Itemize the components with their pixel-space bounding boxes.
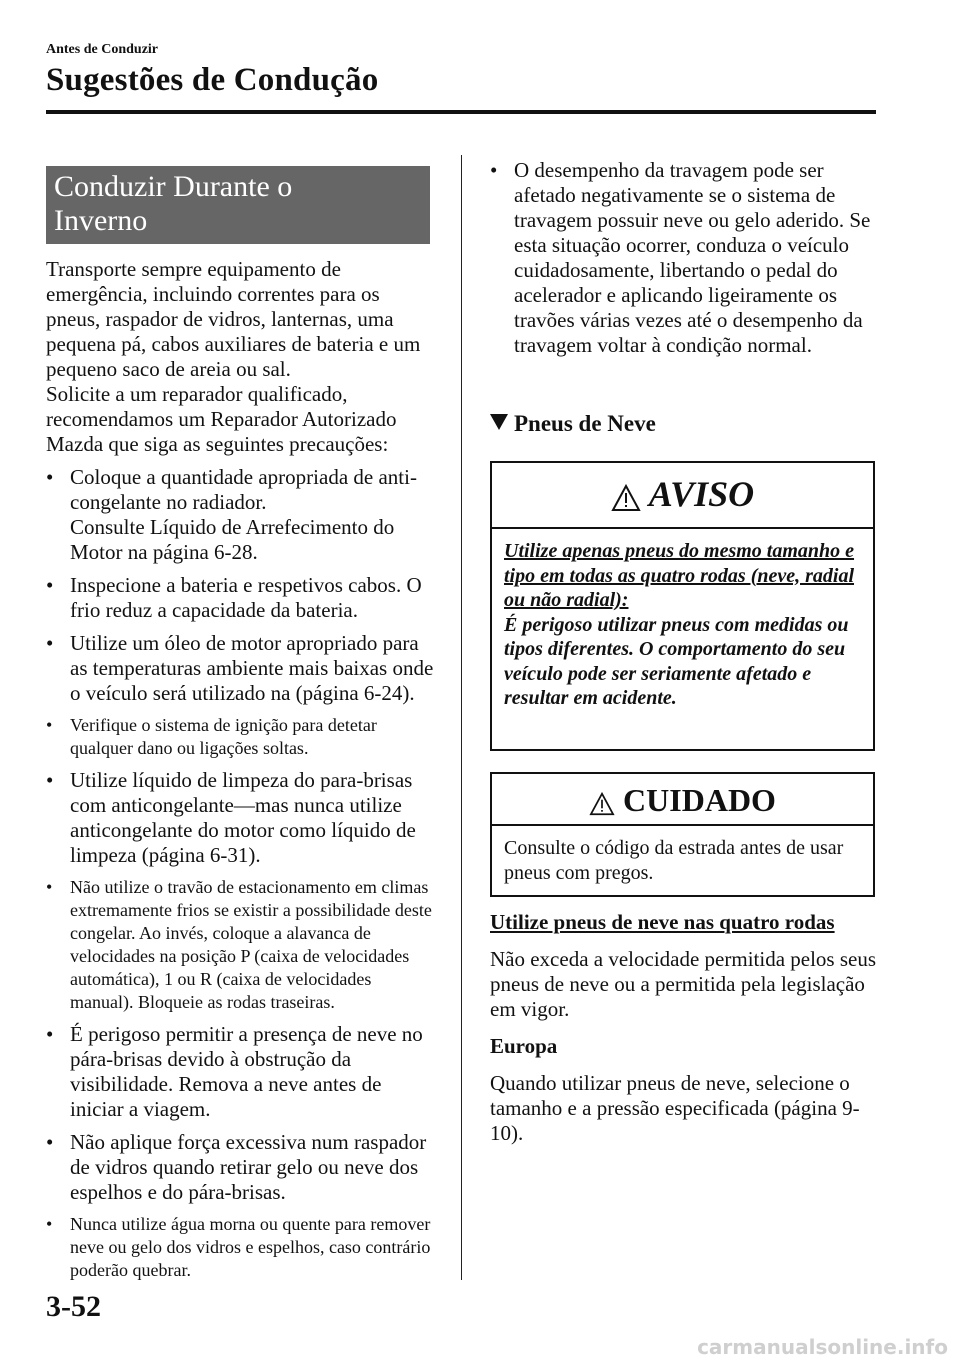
section-label: Antes de Conduzir [46,42,159,57]
list-item-text: Não utilize o travão de estacionamento em climas extremamente frios se existir a possibilidade deste congelar. Ao invés, coloque a alavanca de velocidades na posição P (caixa de velocidades automática), 1 ou R (caixa de velocidades manual). Bloqueie as rodas traseiras. [70,877,432,1012]
left-column [46,257,434,1290]
list-item [46,631,434,706]
caution-header [492,774,873,826]
list-item [46,876,434,1014]
page-number: 3-52 [46,1290,101,1323]
list-item-text: Não aplique força excessiva num raspador de vidros quando retirar gelo ou neve dos espelhos e do pára-brisas. [70,1130,427,1204]
snow-tires-section [490,910,880,1158]
list-item-text: O desempenho da travagem pode ser afetado negativamente se o sistema de travagem possuir neve ou gelo aderido. Se esta situação ocorrer, conduza o veículo cuidadosamente, libertando o pedal do acelerador e aplicando ligeiramente os travões várias vezes até o desempenho da travagem voltar à condição normal. [514,158,871,357]
section-banner [46,166,430,244]
banner-line-1: Conduzir Durante o [54,170,293,203]
page-title: Sugestões de Condução [46,62,379,98]
subheading [490,411,656,437]
right-column [490,158,880,366]
bullet-icon: • [46,1214,53,1234]
list-item [46,1130,434,1205]
braking-list [490,158,880,358]
bullet-icon: • [46,1022,54,1046]
header-divider [46,110,876,114]
bullet-icon: • [46,877,53,897]
list-item [46,465,434,565]
list-item-text: Utilize líquido de limpeza do para-brisas com anticongelante—mas nunca utilize anticongelante do motor como líquido de limpeza (página 6-31). [70,768,416,867]
list-item-text: Utilize um óleo de motor apropriado para as temperaturas ambiente mais baixas onde o veículo será utilizado na (página 6-24). [70,631,434,705]
list-item-text: É perigoso permitir a presença de neve no pára-brisas devido à obstrução da visibilidade. Remova a neve antes de iniciar a viagem. [70,1022,423,1121]
list-item [46,714,434,760]
caution-body: Consulte o código da estrada antes de usar pneus com pregos. [504,837,844,884]
bullet-icon: • [46,631,54,655]
warning-underlined-text: Utilize apenas pneus do mesmo tamanho e tipo em todas as quatro rodas (neve, radial ou não radial): [504,540,855,611]
list-item [46,573,434,623]
list-item [46,1213,434,1282]
warning-icon [611,484,641,512]
list-item-text: Coloque a quantidade apropriada de anti-congelante no radiador. [70,465,417,514]
triangle-down-icon [490,414,508,430]
subheading-text: Pneus de Neve [514,411,656,436]
list-item-text: Consulte Líquido de Arrefecimento do Motor na página 6-28. [70,515,395,564]
banner-line-2: Inverno [54,204,148,237]
list-item-text: Verifique o sistema de ignição para detetar qualquer dano ou ligações soltas. [70,715,377,758]
caution-box [490,772,875,897]
caution-label: CUIDADO [623,782,776,818]
warning-body [492,529,873,721]
underlined-heading: Utilize pneus de neve nas quatro rodas [490,910,835,934]
column-divider [461,155,462,1280]
bullet-icon: • [46,715,53,735]
watermark: carmanualsonline.info [697,1335,948,1359]
speed-paragraph: Não exceda a velocidade permitida pelos seus pneus de neve ou a permitida pela legislação em vigor. [490,947,877,1021]
size-paragraph: Quando utilizar pneus de neve, selecione o tamanho e a pressão especificada (página 9-10). [490,1071,860,1145]
intro-paragraph-1: Transporte sempre equipamento de emergência, incluindo correntes para os pneus, raspador de vidros, lanternas, uma pequena pá, cabos auxiliares de bateria e um pequeno saco de areia ou sal. [46,257,421,381]
warning-box [490,461,875,751]
bullet-icon: • [46,465,54,489]
warning-label: AVISO [648,474,755,514]
intro-paragraph-2: Solicite a um reparador qualificado, recomendamos um Reparador Autorizado Mazda que siga as seguintes precauções: [46,382,397,456]
precautions-list [46,465,434,1282]
bullet-icon: • [46,573,54,597]
warning-text: É perigoso utilizar pneus com medidas ou tipos diferentes. O comportamento do seu veículo pode ser seriamente afetado e resultar em acidente. [504,613,849,709]
list-item [46,768,434,868]
list-item-text: Inspecione a bateria e respetivos cabos. O frio reduz a capacidade da bateria. [70,573,422,622]
region-label: Europa [490,1034,558,1058]
warning-icon [589,792,615,816]
bullet-icon: • [46,768,54,792]
list-item-text: Nunca utilize água morna ou quente para remover neve ou gelo dos vidros e espelhos, caso contrário poderão quebrar. [70,1214,431,1280]
list-item [490,158,880,358]
bullet-icon: • [490,158,498,182]
bullet-icon: • [46,1130,54,1154]
warning-header [492,463,873,529]
list-item [46,1022,434,1122]
